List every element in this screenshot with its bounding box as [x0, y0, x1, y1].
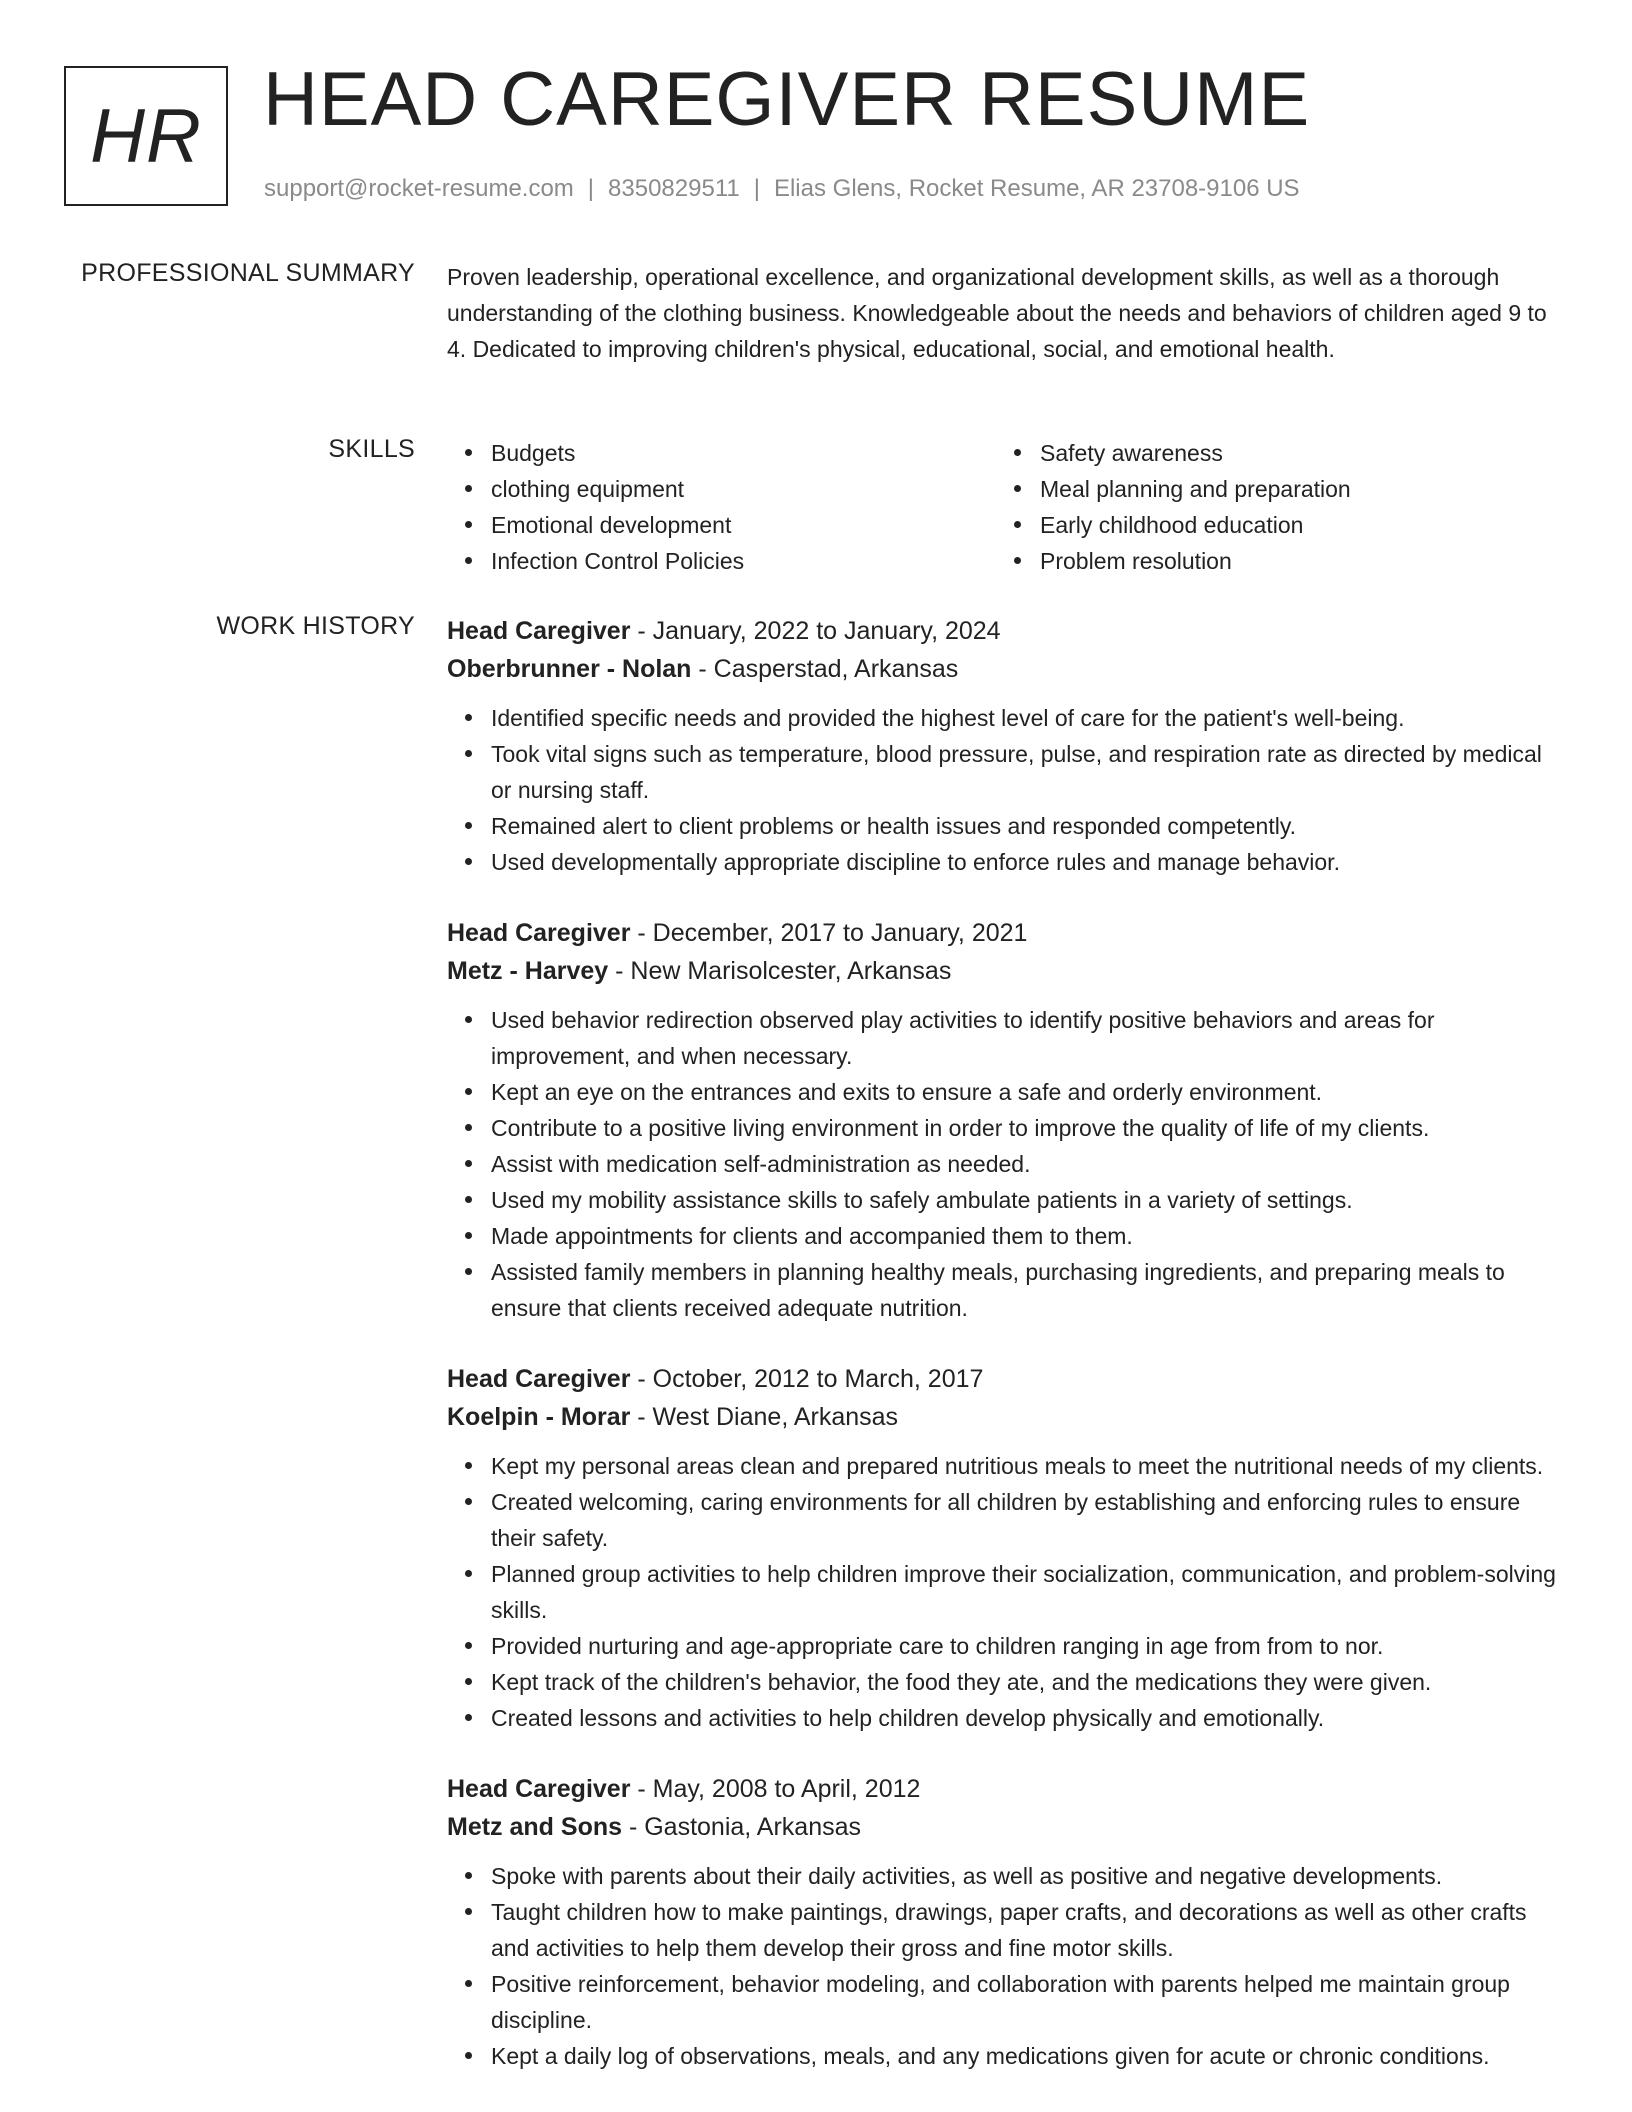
job-company-line: [447, 1398, 1567, 1436]
job-duty: Positive reinforcement, behavior modeling, and collaboration with parents helped me maintain group discipline.: [491, 1966, 1567, 2038]
skill-item: Infection Control Policies: [491, 543, 996, 579]
job-role: Head Caregiver: [447, 1365, 631, 1393]
skills-body: [447, 435, 1567, 579]
job-entry: [447, 1360, 1567, 1736]
contact-address: Elias Glens, Rocket Resume, AR 23708-9106 US: [773, 175, 1300, 202]
job-dates: - May, 2008 to April, 2012: [630, 1775, 921, 1803]
job-duty: Kept my personal areas clean and prepared nutritious meals to meet the nutritional needs of my clients.: [491, 1448, 1567, 1484]
job-entry: [447, 1770, 1567, 2074]
skill-item: clothing equipment: [491, 471, 996, 507]
job-entry: [447, 612, 1567, 880]
skill-item: Budgets: [491, 435, 996, 471]
contact-line: [264, 175, 1300, 203]
summary-text: Proven leadership, operational excellence, and organizational development skills, as well as a thorough understanding of the clothing business. Knowledgeable about the needs and behaviors of children aged 9 to 4. Dedicated to improving children's physical, educational, social, and emotional health.: [447, 264, 1547, 362]
skill-item: Problem resolution: [1040, 543, 1545, 579]
skill-item: Meal planning and preparation: [1040, 471, 1545, 507]
job-company-line: [447, 1808, 1567, 1846]
job-company-line: [447, 952, 1567, 990]
section-title-summary: PROFESSIONAL SUMMARY: [81, 259, 415, 287]
job-duty: Made appointments for clients and accompanied them to them.: [491, 1218, 1567, 1254]
job-duty: Assisted family members in planning healthy meals, purchasing ingredients, and preparing meals to ensure that clients received adequate nutrition.: [491, 1254, 1567, 1326]
job-location: - West Diane, Arkansas: [630, 1403, 899, 1431]
monogram-initials: HR: [90, 93, 202, 179]
summary-body: [447, 259, 1567, 367]
job-title-line: [447, 914, 1567, 952]
job-duty: Assist with medication self-administration as needed.: [491, 1146, 1567, 1182]
job-title-line: [447, 612, 1567, 650]
job-duty: Used behavior redirection observed play activities to identify positive behaviors and areas for improvement, and when necessary.: [491, 1002, 1567, 1074]
job-duty: Spoke with parents about their daily activities, as well as positive and negative developments.: [491, 1858, 1567, 1894]
job-duty: Kept an eye on the entrances and exits to ensure a safe and orderly environment.: [491, 1074, 1567, 1110]
job-role: Head Caregiver: [447, 617, 631, 645]
job-duty: Identified specific needs and provided the highest level of care for the patient's well-being.: [491, 700, 1567, 736]
job-entry: [447, 914, 1567, 1326]
job-role: Head Caregiver: [447, 919, 631, 947]
contact-phone[interactable]: 8350829511: [608, 175, 740, 202]
work-history-body: [447, 612, 1567, 2108]
job-location: - Casperstad, Arkansas: [691, 655, 959, 683]
skills-list-left: [447, 435, 996, 579]
job-duty: Planned group activities to help children improve their socialization, communication, and problem-solving skills.: [491, 1556, 1567, 1628]
job-role: Head Caregiver: [447, 1775, 631, 1803]
job-duty: Remained alert to client problems or health issues and responded competently.: [491, 808, 1567, 844]
monogram-box: [64, 66, 228, 206]
job-company: Metz - Harvey: [447, 957, 609, 985]
job-company-line: [447, 650, 1567, 688]
job-duty: Used developmentally appropriate discipline to enforce rules and manage behavior.: [491, 844, 1567, 880]
job-title-line: [447, 1770, 1567, 1808]
job-duty: Contribute to a positive living environment in order to improve the quality of life of my clients.: [491, 1110, 1567, 1146]
job-duty: Provided nurturing and age-appropriate care to children ranging in age from from to nor.: [491, 1628, 1567, 1664]
job-duty: Took vital signs such as temperature, blood pressure, pulse, and respiration rate as directed by medical or nursing staff.: [491, 736, 1567, 808]
job-dates: - October, 2012 to March, 2017: [630, 1365, 984, 1393]
job-title-line: [447, 1360, 1567, 1398]
job-location: - Gastonia, Arkansas: [622, 1813, 862, 1841]
job-company: Oberbrunner - Nolan: [447, 655, 692, 683]
skill-item: Safety awareness: [1040, 435, 1545, 471]
job-duties-list: [447, 700, 1567, 880]
job-duty: Taught children how to make paintings, drawings, paper crafts, and decorations as well as other crafts and activities to help them develop their gross and fine motor skills.: [491, 1894, 1567, 1966]
job-duty: Created lessons and activities to help children develop physically and emotionally.: [491, 1700, 1567, 1736]
job-location: - New Marisolcester, Arkansas: [608, 957, 952, 985]
job-company: Metz and Sons: [447, 1813, 623, 1841]
job-duties-list: [447, 1858, 1567, 2074]
contact-separator: |: [753, 175, 760, 202]
section-title-work-history: WORK HISTORY: [216, 612, 415, 640]
job-duty: Created welcoming, caring environments for all children by establishing and enforcing rules to ensure their safety.: [491, 1484, 1567, 1556]
job-company: Koelpin - Morar: [447, 1403, 631, 1431]
job-duties-list: [447, 1448, 1567, 1736]
job-dates: - December, 2017 to January, 2021: [630, 919, 1028, 947]
job-duties-list: [447, 1002, 1567, 1326]
skill-item: Early childhood education: [1040, 507, 1545, 543]
skills-columns: [447, 435, 1567, 579]
job-duty: Used my mobility assistance skills to safely ambulate patients in a variety of settings.: [491, 1182, 1567, 1218]
contact-email[interactable]: support@rocket-resume.com: [264, 175, 574, 202]
resume-title: HEAD CAREGIVER RESUME: [263, 57, 1311, 142]
job-duty: Kept track of the children's behavior, the food they ate, and the medications they were given.: [491, 1664, 1567, 1700]
job-duty: Kept a daily log of observations, meals, and any medications given for acute or chronic conditions.: [491, 2038, 1567, 2074]
section-title-skills: SKILLS: [328, 435, 415, 463]
skill-item: Emotional development: [491, 507, 996, 543]
job-dates: - January, 2022 to January, 2024: [630, 617, 1001, 645]
contact-separator: |: [587, 175, 595, 202]
skills-list-right: [996, 435, 1545, 579]
